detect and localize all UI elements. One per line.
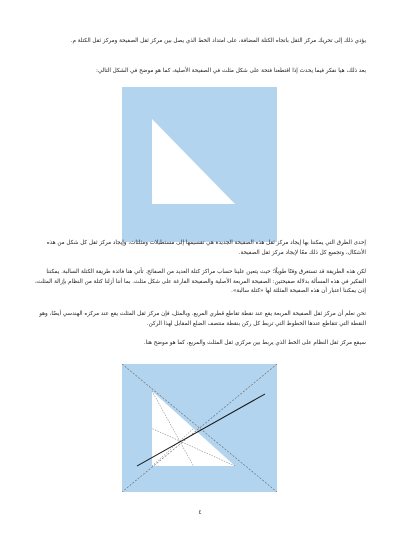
square-plate xyxy=(122,364,277,492)
page-number: ٤ xyxy=(198,509,202,516)
paragraph-1: يؤدي ذلك إلى تحريك مركز الثقل باتجاه الكتلة المضافة، على امتداد الخط الذي يصل بين مركز ثقل الصفيحة ومركز ثقل الكتلة م. xyxy=(70,38,366,44)
center-of-mass-figure xyxy=(122,364,277,492)
square-plate xyxy=(122,87,277,242)
paragraph-4: لكن هذه الطريقة قد تستغرق وقتًا طويلًا؛ حيث يتعين علينا حساب مراكز كتلة العديد من الصفائح. تأتي هنا فائدة طريقة الكتلة السالبة. يمكننا التفكير في هذه المسألة بدلالة صفيحتين: الصفيحة المربعة الأصلية والصفيحة الفارغة على شكل مثلث. بما أننا أزلنا كتلة من النظام بإزالة المثلث، إذن يمكننا اعتبار أن هذه الصفيحة المثلثة لها «كتلة سالبة». xyxy=(35,269,366,295)
square-plate-triangle-hole-figure xyxy=(122,87,277,242)
paragraph-3: إحدى الطرق التي يمكننا بها إيجاد مركز ثقل هذه الصفيحة الجديدة هي تقسيمها إلى مستطيلات ومثلثات، وإيجاد مركز ثقل كل شكل من هذه الأشكال، وتجميع كل ذلك معًا لإيجاد مركز ثقل الصفيحة. xyxy=(46,240,366,256)
paragraph-2: بعد ذلك، هيا نفكر فيما يحدث إذا اقتطعنا فتحة على شكل مثلث في الصفيحة الأصلية، كما هو موضح في الشكل التالي: xyxy=(95,68,366,74)
paragraph-6: سيقع مركز ثقل النظام على الخط الذي يربط بين مركزي ثقل المثلث والمربع، كما هو موضح هنا. xyxy=(143,340,366,346)
paragraph-5: نحن نعلم أن مركز ثقل الصفيحة المربعة يقع عند نقطة تقاطع قطري المربع. وبالمثل، فإن مركز ثقل المثلث يقع عند مركزه الهندسي أيضًا، وهو النقطة التي تتقاطع عندها الخطوط التي تربط كل ركن بنقطة منتصف الضلع المقابل لهذا الركن. xyxy=(39,311,366,327)
